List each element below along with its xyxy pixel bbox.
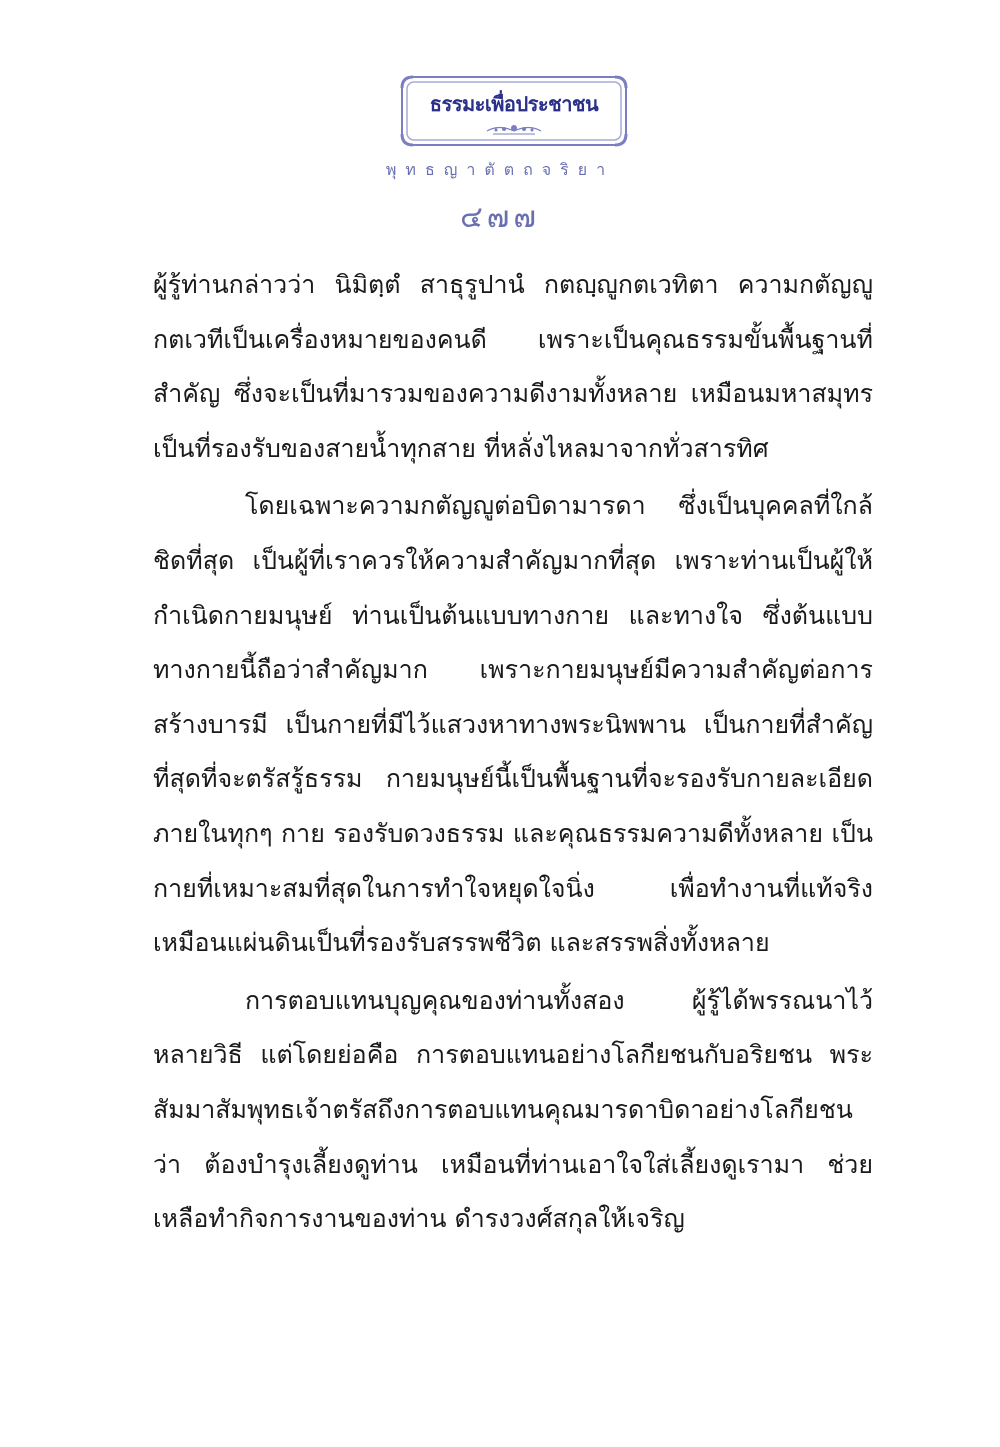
page-header <box>0 0 1000 240</box>
paragraph-2: โดยเฉพาะความกตัญญูต่อบิดามารดา ซึ่งเป็นบุคคลที่ใกล้ชิดที่สุด เป็นผู้ที่เราควรให้ความสำคัญมากที่สุด เพราะท่านเป็นผู้ให้กำเนิดกายมนุษย์ ท่านเป็นต้นแบบทางกาย และทางใจ ซึ่งต้นแบบทางกายนี้ถือว่าสำคัญมาก เพราะกายมนุษย์มีความสำคัญต่อการสร้างบารมี เป็นกายที่มีไว้แสวงหาทางพระนิพพาน เป็นกายที่สำคัญที่สุดที่จะตรัสรู้ธรรม กายมนุษย์นี้เป็นพื้นฐานที่จะรองรับกายละเอียดภายในทุกๆ กาย รองรับดวงธรรม และคุณธรรมความดีทั้งหลาย เป็นกายที่เหมาะสมที่สุดในการทำใจหยุดใจนิ่ง เพื่อทำงานที่แท้จริง เหมือนแผ่นดินเป็นที่รองรับสรรพชีวิต และสรรพสิ่งทั้งหลาย <box>153 491 873 958</box>
chapter-title: พุทธญาตัตถจริยา <box>385 160 615 179</box>
body-text <box>153 258 873 1250</box>
logo-text: ธรรมะเพื่อประชาชน <box>429 92 599 116</box>
paragraph-1: ผู้รู้ท่านกล่าวว่า นิมิตฺตํ สาธุรูปานํ กตญฺญูกตเวทิตา ความกตัญญูกตเวทีเป็นเครื่องหมายของคนดี เพราะเป็นคุณธรรมขั้นพื้นฐานที่สำคัญ ซึ่งจะเป็นที่มารวมของความดีงามทั้งหลาย เหมือนมหาสมุทรเป็นที่รองรับของสายน้ำทุกสาย ที่หลั่งไหลมาจากทั่วสารทิศ <box>153 270 873 463</box>
ornament-icon <box>487 125 541 134</box>
paragraph-3: การตอบแทนบุญคุณของท่านทั้งสอง ผู้รู้ได้พรรณนาไว้หลายวิธี แต่โดยย่อคือ การตอบแทนอย่างโลกียชนกับอริยชน พระสัมมาสัมพุทธเจ้าตรัสถึงการตอบแทนคุณมารดาบิดาอย่างโลกียชนว่า ต้องบำรุงเลี้ยงดูท่าน เหมือนที่ท่านเอาใจใส่เลี้ยงดูเรามา ช่วยเหลือทำกิจการงานของท่าน ดำรงวงศ์สกุลให้เจริญ <box>153 985 873 1234</box>
logo-badge <box>399 74 629 148</box>
page-number: ๔๗๗ <box>460 200 540 235</box>
